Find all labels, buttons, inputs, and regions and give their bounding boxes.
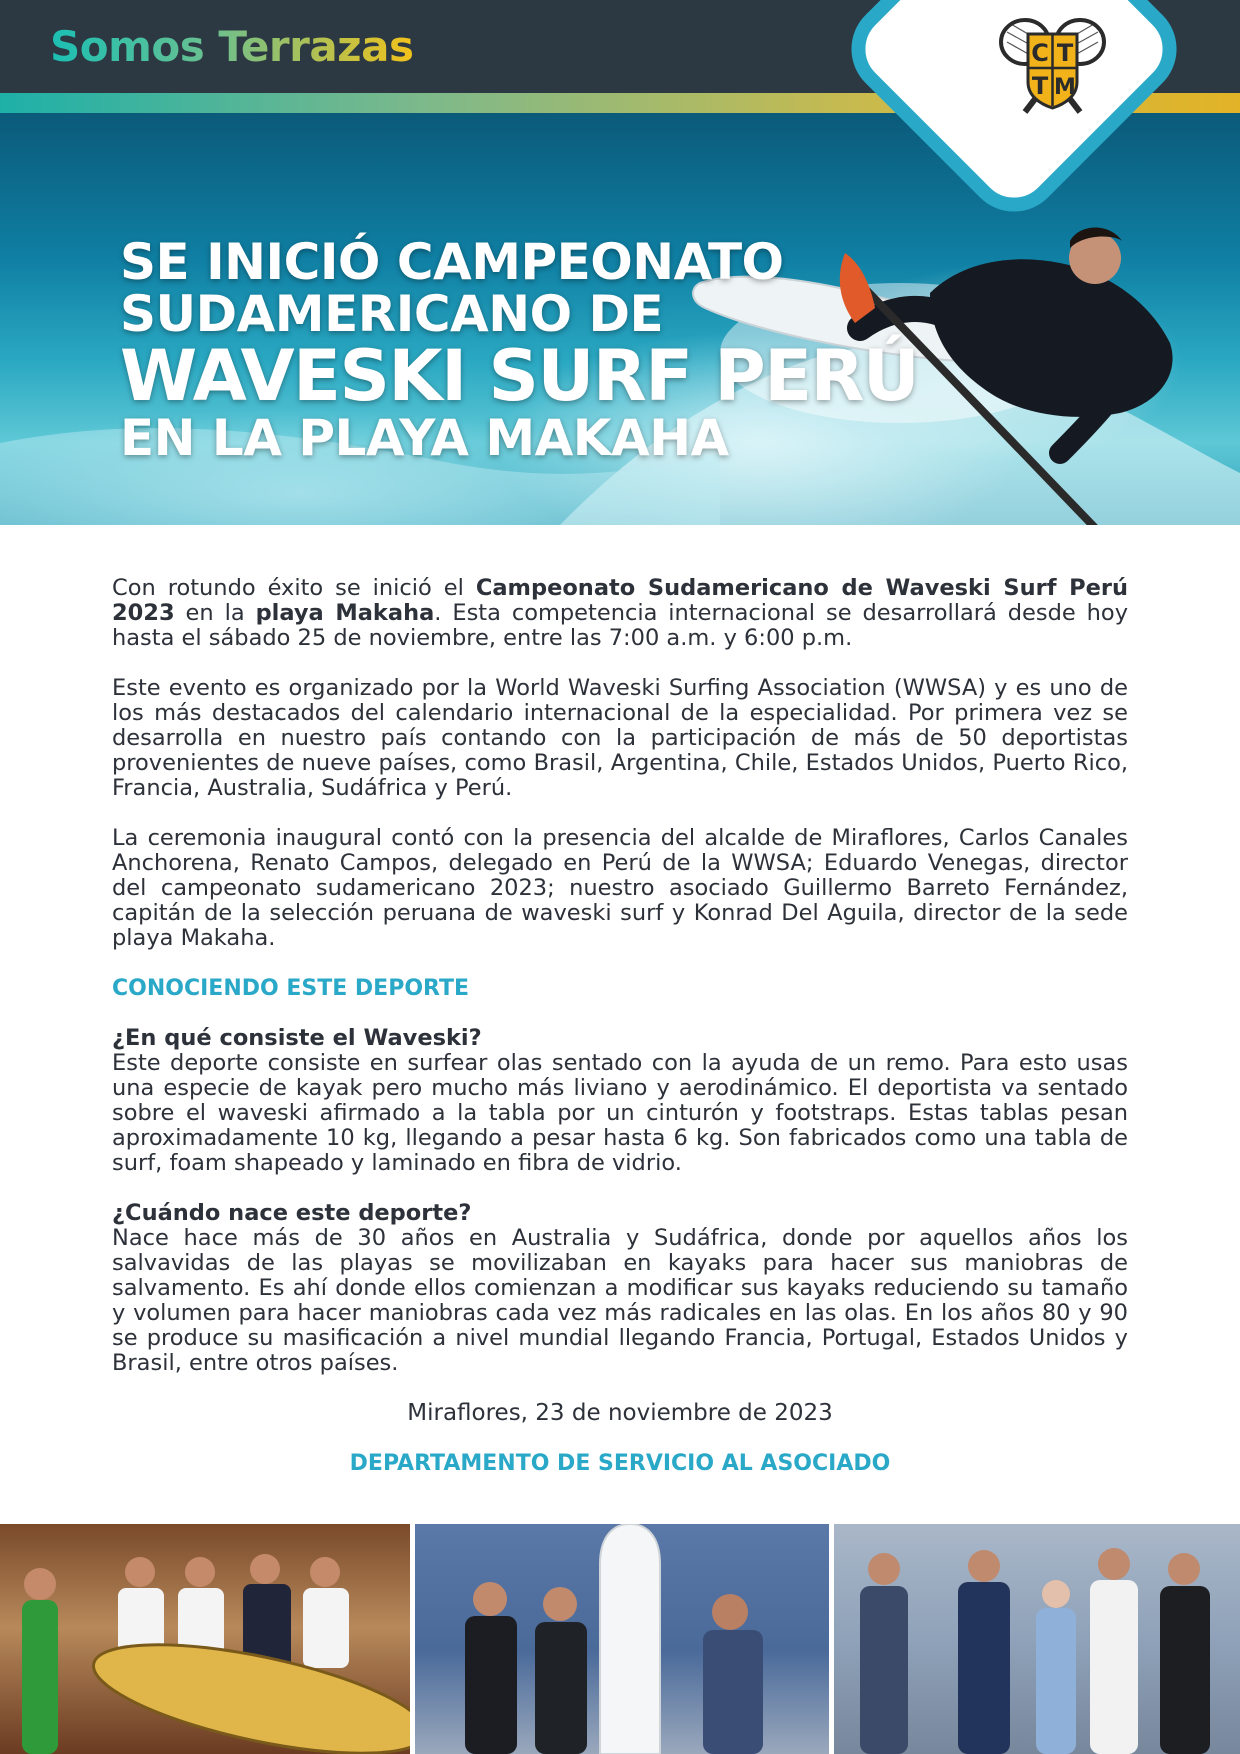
article-body	[112, 576, 1128, 1401]
hero-title-line1: SE INICIÓ CAMPEONATO	[120, 233, 784, 291]
section-heading: CONOCIENDO ESTE DEPORTE	[112, 976, 470, 1001]
intro-text-e: . Esta competencia internacional se desarrollará desde hoy hasta el sábado 25 de noviembre, entre las 7:00 a.m. y 6:00 p.m.	[112, 600, 1129, 651]
hero-title-line4: EN LA PLAYA MAKAHA	[120, 409, 729, 467]
ceremony-group-photo	[0, 1524, 410, 1754]
racket-shield-logo-icon	[995, 12, 1110, 117]
answer-what: Este deporte consiste en surfear olas sentado con la ayuda de un remo. Para esto usas una especie de kayak pero mucho más liviano y aerodinámico. El deportista va sentado sobre el waveski afirmado a la tabla por un cinturón y footstraps. Estas tablas pesan aproximadamente 10 kg, llegando a pesar hasta 6 kg. Son fabricados como una tabla de surf, foam shapeado y laminado en fibra de vidrio.	[112, 1050, 1128, 1176]
paragraph-ceremony: La ceremonia inaugural contó con la presencia del alcalde de Miraflores, Carlos Canales Anchorena, Renato Campos, delegado en Perú de la WWSA; Eduardo Venegas, director del campeonato sudamericano 2023; nuestro asociado Guillermo Barreto Fernández, capitán de la selección peruana de waveski surf y Konrad Del Aguila, director de la sede playa Makaha.	[112, 825, 1128, 951]
answer-when: Nace hace más de 30 años en Australia y Sudáfrica, donde por aquellos años los salvavidas de las playas se movilizaban en kayaks para hacer sus maniobras de salvamento. Es ahí donde ellos comienzan a modificar sus kayaks reduciendo su tamaño y volumen para hacer maniobras cada vez más radicales en las olas. En los años 80 y 90 se produce su masificación a nivel mundial llegando Francia, Portugal, Estados Unidos y Brasil, entre otros países.	[112, 1225, 1128, 1376]
hero-title	[120, 233, 919, 467]
intro-beach-name: playa Makaha	[255, 600, 435, 626]
intro-text-c: en la	[174, 600, 256, 626]
athletes-with-waveski-photo	[415, 1524, 829, 1754]
intro-event-name: Campeonato Sudamericano de Waveski Surf Perú 2023	[112, 575, 1128, 626]
logo-letter-1: C	[1031, 39, 1049, 67]
paragraph-intro	[112, 576, 1128, 651]
logo-letter-2: T	[1056, 39, 1074, 67]
department-signature: DEPARTAMENTO DE SERVICIO AL ASOCIADO	[349, 1451, 891, 1476]
date-line: Miraflores, 23 de noviembre de 2023	[407, 1400, 833, 1426]
logo-letter-4: M	[1054, 75, 1076, 100]
question-what: ¿En qué consiste el Waveski?	[112, 1025, 482, 1051]
hero-title-line2: SUDAMERICANO DE	[120, 285, 664, 343]
paragraph-organizer: Este evento es organizado por la World Waveski Surfing Association (WWSA) y es uno de los más destacados del calendario internacional de la especialidad. Por primera vez se desarrolla en nuestro país contando con la participación de más de 50 deportistas provenientes de nueve países, como Brasil, Argentina, Chile, Estados Unidos, Puerto Rico, Francia, Australia, Sudáfrica y Perú.	[112, 675, 1128, 801]
brand-title: Somos Terrazas	[50, 22, 414, 71]
officials-group-photo	[834, 1524, 1240, 1754]
hero-title-line3: WAVESKI SURF PERÚ	[120, 335, 919, 417]
logo-letter-3: T	[1031, 72, 1049, 100]
intro-text-a: Con rotundo éxito se inició el	[112, 575, 476, 601]
question-when: ¿Cuándo nace este deporte?	[112, 1200, 472, 1226]
